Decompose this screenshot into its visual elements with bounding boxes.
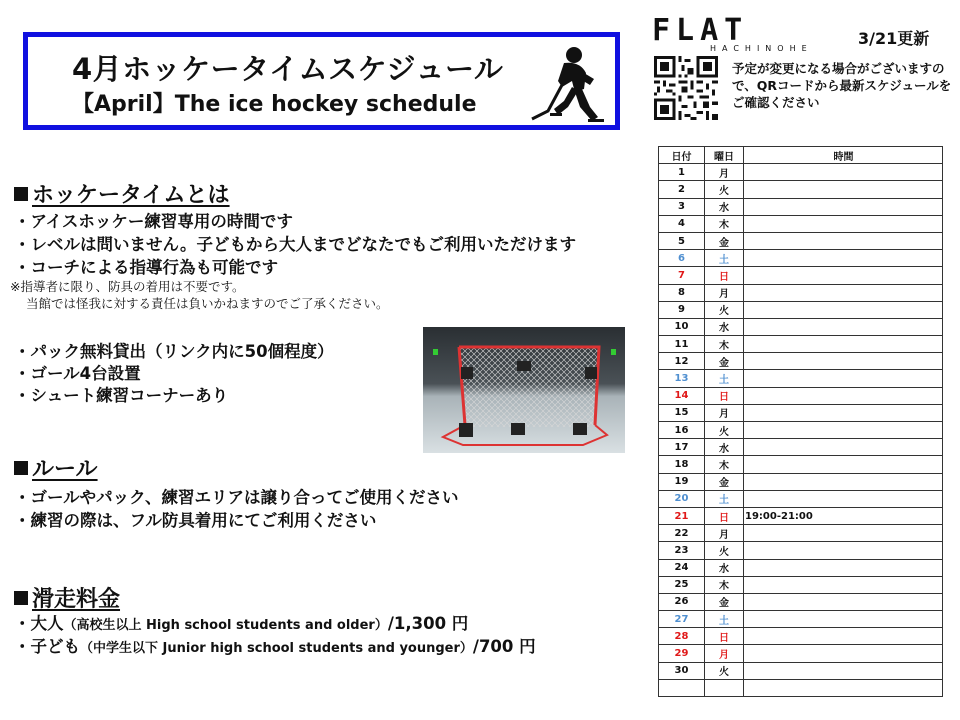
cell-date: 19 [659,473,705,490]
qr-code-icon[interactable] [654,56,718,120]
about-note: ※指導者に限り、防具の着用は不要です。 [10,279,245,294]
cell-date: 29 [659,645,705,662]
table-row [659,473,943,490]
cell-day: 日 [705,507,744,524]
cell-time [744,439,943,456]
cell-date: 15 [659,404,705,421]
table-row [659,164,943,181]
feature-item: ・シュート練習コーナーあり [14,386,229,405]
about-bullet: ・レベルは問いません。子どもから大人までどなたでもご利用いただけます [14,235,576,254]
cell-day: 月 [705,404,744,421]
table-row [659,422,943,439]
cell-day: 月 [705,645,744,662]
cell-time [744,645,943,662]
cell-time [744,490,943,507]
qr-note: 予定が変更になる場合がございますので、QRコードから最新スケジュールをご確認ください [732,61,952,110]
cell-time [744,628,943,645]
cell-time [744,525,943,542]
table-row [659,439,943,456]
square-bullet-icon [14,591,28,605]
cell-time [744,611,943,628]
cell-time [744,336,943,353]
title-box [23,32,620,130]
cell-date: 10 [659,318,705,335]
table-row [659,628,943,645]
cell-date: 18 [659,456,705,473]
schedule-table [658,146,943,697]
cell-date: 11 [659,336,705,353]
cell-time [744,542,943,559]
cell-time [744,559,943,576]
cell-date: 25 [659,576,705,593]
column-header-day: 曜日 [705,147,744,164]
table-row [659,645,943,662]
cell-time [744,318,943,335]
rules-bullet: ・練習の際は、フル防具着用にてご利用ください [14,511,377,530]
table-row [659,181,943,198]
cell-day: 金 [705,353,744,370]
table-row [659,250,943,267]
cell-day: 土 [705,611,744,628]
table-row [659,576,943,593]
table-row [659,559,943,576]
table-row [659,318,943,335]
cell-day: 日 [705,267,744,284]
hockey-player-icon [528,45,610,125]
cell-time [744,456,943,473]
cell-time [744,181,943,198]
cell-time [744,387,943,404]
about-heading: ホッケータイムとは [14,178,230,209]
cell-time [744,353,943,370]
page-title: 4月ホッケータイムスケジュール [72,52,504,86]
rules-heading: ルール [14,452,98,483]
cell-date: 27 [659,611,705,628]
cell-day: 水 [705,439,744,456]
cell-day: 金 [705,473,744,490]
cell-day: 金 [705,232,744,249]
square-bullet-icon [14,187,28,201]
cell-day: 土 [705,250,744,267]
cell-day: 水 [705,198,744,215]
cell-date: 7 [659,267,705,284]
cell-date: 23 [659,542,705,559]
about-bullet: ・コーチによる指導行為も可能です [14,258,278,277]
cell-day: 火 [705,662,744,679]
table-row [659,507,943,524]
cell-day: 火 [705,542,744,559]
cell-date: 1 [659,164,705,181]
table-row [659,490,943,507]
cell-day: 木 [705,456,744,473]
cell-time [744,267,943,284]
page-subtitle: 【April】The ice hockey schedule [72,92,477,117]
cell-date: 4 [659,215,705,232]
column-header-date: 日付 [659,147,705,164]
cell-date: 28 [659,628,705,645]
cell-day: 日 [705,628,744,645]
cell-date: 12 [659,353,705,370]
cell-time [744,164,943,181]
table-row [659,404,943,421]
table-row [659,232,943,249]
cell-day: 月 [705,525,744,542]
about-note: 当館では怪我に対する責任は負いかねますのでご了承ください。 [26,296,389,311]
logo-mark: FLAT [652,13,749,48]
cell-day: 水 [705,559,744,576]
cell-time [744,422,943,439]
cell-date: 30 [659,662,705,679]
cell-time [744,370,943,387]
cell-date [659,679,705,696]
table-row [659,267,943,284]
cell-day: 木 [705,215,744,232]
table-row [659,525,943,542]
cell-time [744,662,943,679]
adult-fee: ・大人（高校生以上 High school students and older）/1,300 円 [14,614,469,633]
table-row [659,301,943,318]
cell-day: 木 [705,336,744,353]
cell-time [744,404,943,421]
table-row [659,284,943,301]
cell-day: 月 [705,164,744,181]
logo-subtext: HACHINOHE [710,44,813,53]
cell-time [744,593,943,610]
cell-time [744,250,943,267]
cell-day: 木 [705,576,744,593]
cell-date: 16 [659,422,705,439]
cell-day: 金 [705,593,744,610]
cell-date: 21 [659,507,705,524]
cell-day: 火 [705,181,744,198]
table-row [659,593,943,610]
table-row [659,215,943,232]
cell-day: 火 [705,301,744,318]
cell-date: 5 [659,232,705,249]
cell-date: 17 [659,439,705,456]
table-header-row [659,147,943,164]
cell-date: 9 [659,301,705,318]
brand-logo [652,13,852,53]
cell-date: 6 [659,250,705,267]
update-date: 3/21更新 [858,29,930,48]
cell-time [744,284,943,301]
cell-day: 日 [705,387,744,404]
cell-date: 13 [659,370,705,387]
cell-day: 土 [705,370,744,387]
feature-item: ・ゴール4台設置 [14,364,141,383]
cell-time: 19:00-21:00 [744,507,943,524]
rules-bullet: ・ゴールやパック、練習エリアは譲り合ってご使用ください [14,488,459,507]
table-row [659,336,943,353]
cell-time [744,198,943,215]
cell-date: 22 [659,525,705,542]
child-fee: ・子ども（中学生以下 Junior high school students and younger）/700 円 [14,637,536,656]
cell-date: 26 [659,593,705,610]
feature-item: ・パック無料貸出（リンク内に50個程度） [14,342,334,361]
fees-heading: 滑走料金 [14,582,120,613]
table-row [659,662,943,679]
cell-day: 月 [705,284,744,301]
table-row [659,611,943,628]
cell-time [744,576,943,593]
cell-time [744,679,943,696]
cell-time [744,215,943,232]
cell-day: 水 [705,318,744,335]
cell-date: 24 [659,559,705,576]
table-row [659,353,943,370]
cell-time [744,301,943,318]
cell-date: 14 [659,387,705,404]
square-bullet-icon [14,461,28,475]
table-row [659,542,943,559]
about-bullet: ・アイスホッケー練習専用の時間です [14,212,293,231]
column-header-time: 時間 [744,147,943,164]
cell-day: 火 [705,422,744,439]
cell-time [744,473,943,490]
hockey-goal-photo [423,327,625,453]
cell-time [744,232,943,249]
table-row [659,456,943,473]
cell-day: 土 [705,490,744,507]
cell-date: 20 [659,490,705,507]
cell-day [705,679,744,696]
cell-date: 2 [659,181,705,198]
table-row [659,370,943,387]
cell-date: 8 [659,284,705,301]
table-row [659,387,943,404]
cell-date: 3 [659,198,705,215]
table-row [659,198,943,215]
table-row [659,679,943,696]
